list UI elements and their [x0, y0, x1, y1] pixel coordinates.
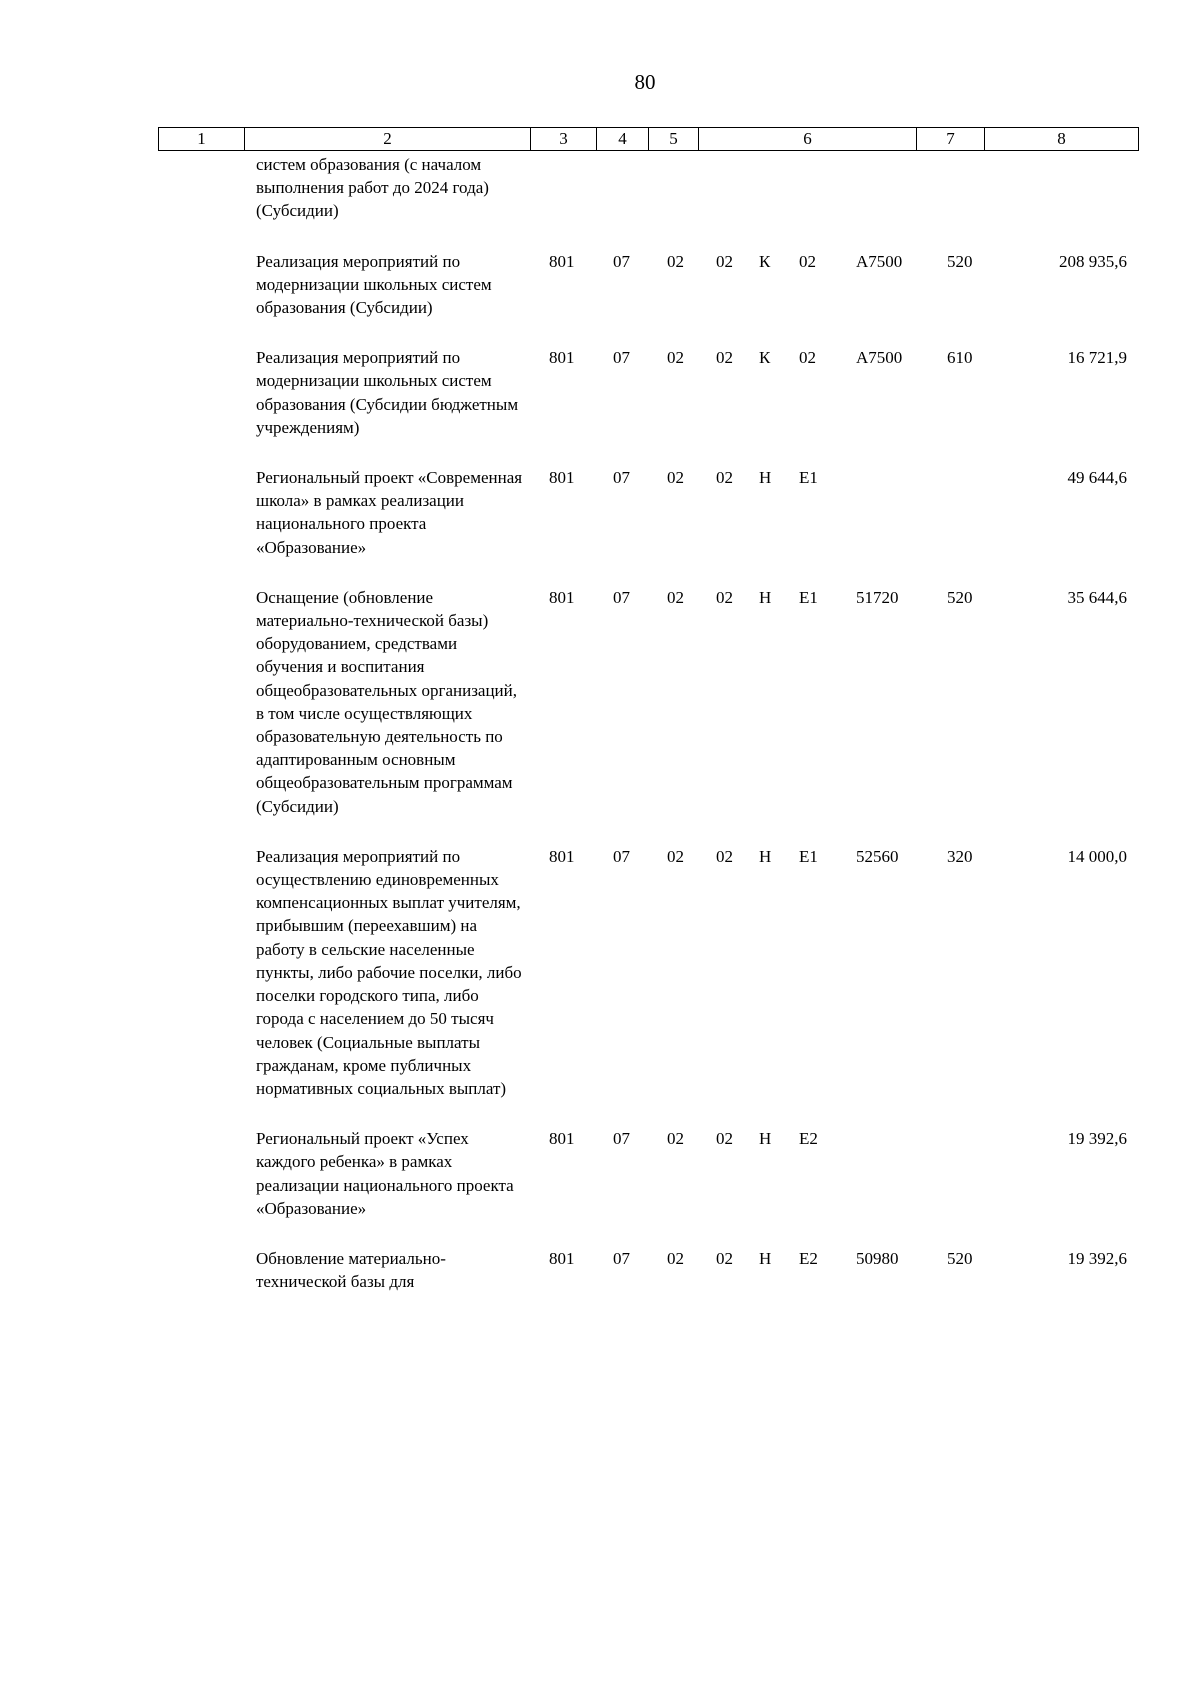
- cell-project: Е1: [799, 587, 818, 607]
- cell-expense-type: 610: [947, 348, 973, 368]
- cell-program: 02: [716, 251, 733, 271]
- cell-ministry: 801: [549, 846, 575, 866]
- cell-subsection: 02: [667, 1248, 684, 1268]
- header-col-7: 7: [917, 128, 985, 151]
- cell-subsection: 02: [667, 587, 684, 607]
- cell-section: 07: [613, 1129, 630, 1149]
- table-row: [0, 466, 1200, 559]
- header-col-2: 2: [245, 128, 531, 151]
- cell-direction: 51720: [856, 587, 899, 607]
- cell-subprogram: Н: [759, 587, 772, 607]
- cell-project: Е1: [799, 846, 818, 866]
- header-col-6: 6: [699, 128, 917, 151]
- cell-section: 07: [613, 587, 630, 607]
- cell-ministry: 801: [549, 468, 575, 488]
- cell-subprogram: К: [759, 251, 771, 271]
- cell-section: 07: [613, 348, 630, 368]
- cell-direction: 52560: [856, 846, 899, 866]
- row-description: Реализация мероприятий по осуществлению единовременных компенсационных выплат учителям, прибывшим (переехавшим) на работу в сельские населенные пункты, либо рабочие поселки, либо поселки городского типа, либо города с населением до 50 тысяч человек (Социальные выплаты гражданам, кроме публичных нормативных социальных выплат): [256, 846, 522, 1098]
- cell-amount: 16 721,9: [1067, 348, 1127, 368]
- cell-project: Е1: [799, 468, 818, 488]
- table-row: [0, 250, 1200, 320]
- cell-ministry: 801: [549, 1248, 575, 1268]
- cell-amount: 208 935,6: [1059, 251, 1127, 271]
- cell-program: 02: [716, 468, 733, 488]
- cell-direction: 50980: [856, 1248, 899, 1268]
- cell-program: 02: [716, 348, 733, 368]
- cell-ministry: 801: [549, 587, 575, 607]
- cell-subsection: 02: [667, 348, 684, 368]
- cell-program: 02: [716, 587, 733, 607]
- cell-subprogram: Н: [759, 468, 772, 488]
- cell-project: 02: [799, 348, 816, 368]
- cell-program: 02: [716, 1129, 733, 1149]
- header-col-4: 4: [597, 128, 649, 151]
- cell-amount: 19 392,6: [1067, 1129, 1127, 1149]
- header-col-1: 1: [159, 128, 245, 151]
- cell-subprogram: Н: [759, 846, 772, 866]
- row-description: Обновление материально-технической базы для: [256, 1248, 446, 1292]
- table-row: [0, 1127, 1200, 1220]
- row-description: Региональный проект «Успех каждого ребенка» в рамках реализации национального проекта «Образование»: [256, 1129, 514, 1218]
- cell-subsection: 02: [667, 846, 684, 866]
- table-row: [0, 845, 1200, 1100]
- cell-section: 07: [613, 846, 630, 866]
- table-header: [158, 127, 1139, 151]
- cell-subprogram: К: [759, 348, 771, 368]
- cell-amount: 19 392,6: [1067, 1248, 1127, 1268]
- row-description: Оснащение (обновление материально-технической базы) оборудованием, средствами обучения и воспитания общеобразовательных организаций, в том числе осуществляющих образовательную деятельность по адаптированным основным общеобразовательным программам (Субсидии): [256, 587, 518, 816]
- cell-direction: А7500: [856, 251, 903, 271]
- cell-expense-type: 520: [947, 1248, 973, 1268]
- cell-direction: А7500: [856, 348, 903, 368]
- row-description: Реализация мероприятий по модернизации школьных систем образования (Субсидии): [256, 251, 492, 318]
- table-row: [0, 153, 1200, 223]
- cell-program: 02: [716, 1248, 733, 1268]
- cell-ministry: 801: [549, 251, 575, 271]
- cell-project: Е2: [799, 1129, 818, 1149]
- cell-project: 02: [799, 251, 816, 271]
- cell-program: 02: [716, 846, 733, 866]
- header-col-5: 5: [649, 128, 699, 151]
- table-row: [0, 586, 1200, 818]
- page-number: 80: [634, 70, 656, 94]
- cell-subprogram: Н: [759, 1248, 772, 1268]
- cell-section: 07: [613, 1248, 630, 1268]
- cell-section: 07: [613, 468, 630, 488]
- row-description: Реализация мероприятий по модернизации школьных систем образования (Субсидии бюджетным учреждениям): [256, 348, 519, 437]
- cell-expense-type: 320: [947, 846, 973, 866]
- cell-ministry: 801: [549, 1129, 575, 1149]
- cell-project: Е2: [799, 1248, 818, 1268]
- cell-subprogram: Н: [759, 1129, 772, 1149]
- cell-amount: 49 644,6: [1067, 468, 1127, 488]
- cell-subsection: 02: [667, 1129, 684, 1149]
- cell-amount: 14 000,0: [1067, 846, 1127, 866]
- header-col-8: 8: [985, 128, 1139, 151]
- row-description: Региональный проект «Современная школа» в рамках реализации национального проекта «Образование»: [256, 468, 523, 557]
- cell-expense-type: 520: [947, 587, 973, 607]
- table-row: [0, 1247, 1200, 1293]
- cell-amount: 35 644,6: [1067, 587, 1127, 607]
- cell-subsection: 02: [667, 468, 684, 488]
- row-description: систем образования (с началом выполнения работ до 2024 года) (Субсидии): [256, 155, 489, 221]
- cell-section: 07: [613, 251, 630, 271]
- table-body: [0, 153, 1200, 1320]
- cell-expense-type: 520: [947, 251, 973, 271]
- cell-ministry: 801: [549, 348, 575, 368]
- cell-subsection: 02: [667, 251, 684, 271]
- header-col-3: 3: [531, 128, 597, 151]
- table-row: [0, 346, 1200, 439]
